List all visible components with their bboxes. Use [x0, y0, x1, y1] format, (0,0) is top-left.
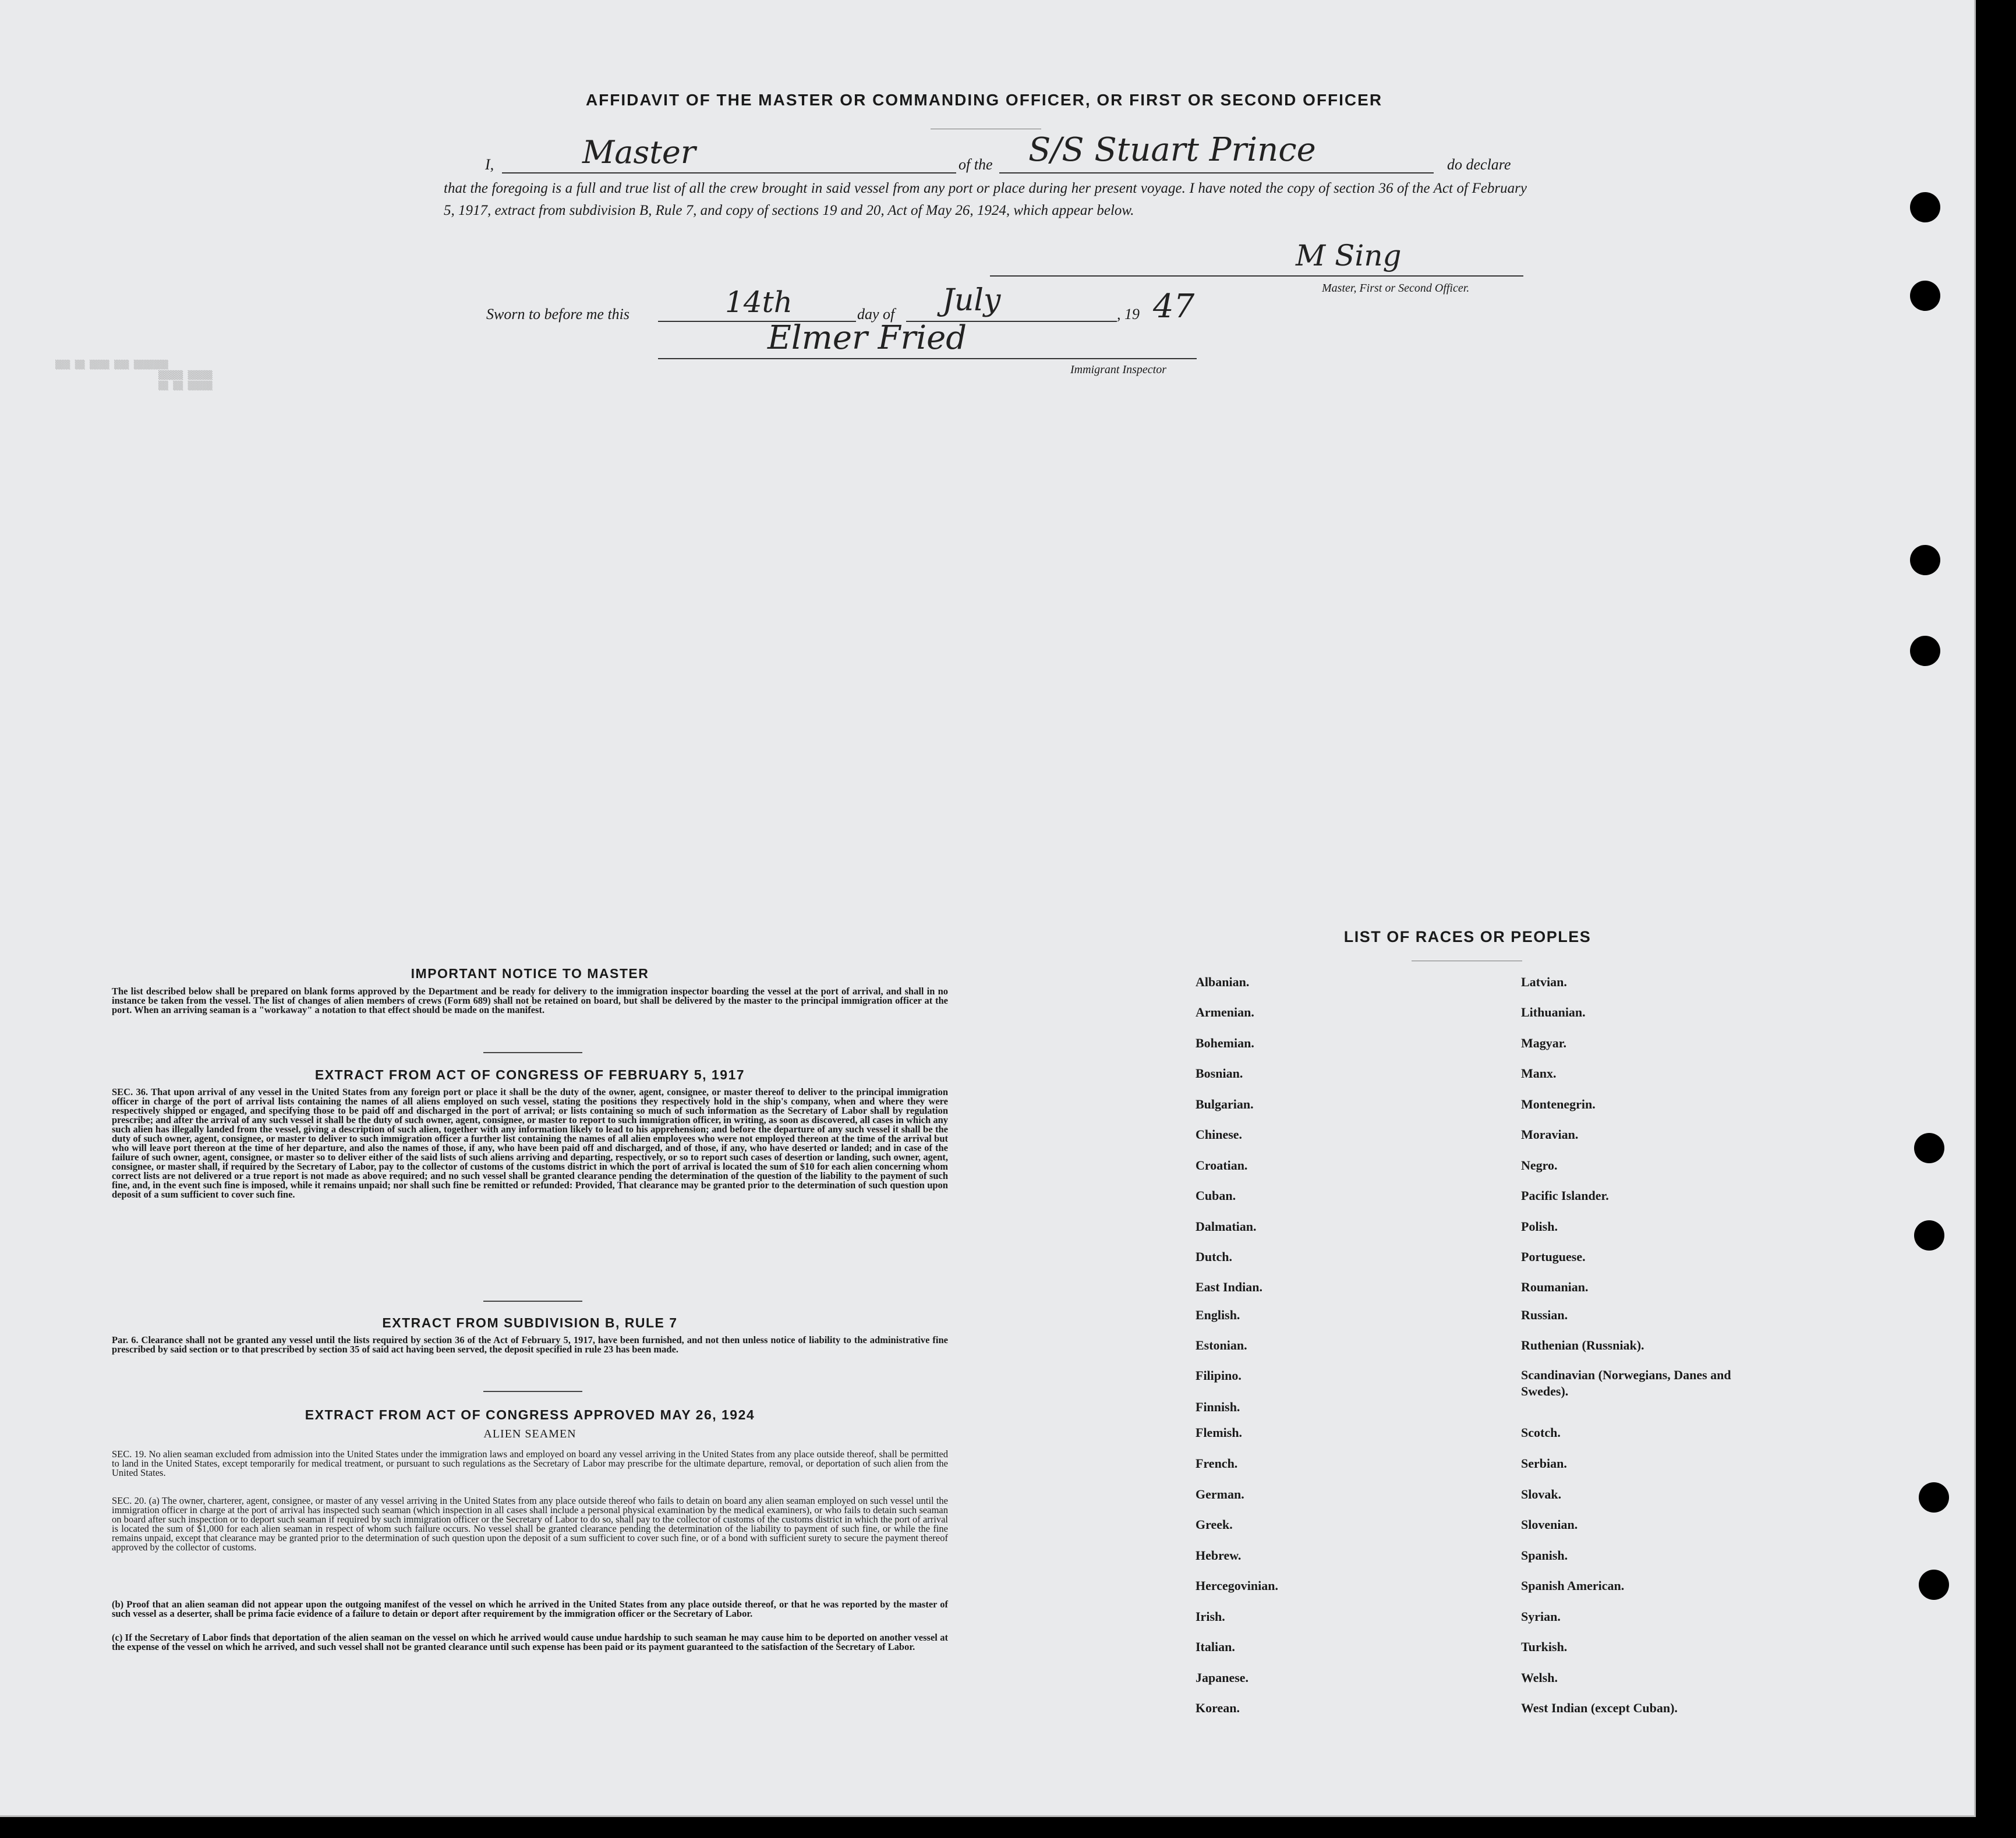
section-divider	[483, 1052, 582, 1053]
extract-1924-sec20a: SEC. 20. (a) The owner, charterer, agent, consignee, or master of any vessel arriving in the United States from any place outside thereof who fails to detain on board any alien seaman employed on such vessel until the immigration officer in charge at the port of arrival has inspected such seaman (which inspection in all cases shall include a personal physical examination by the medical examiners), or who fails to detain such seaman on board after such inspection or to deport such seaman if required by such immigration officer or the Secretary of Labor to do so, shall pay to the collector of customs of the customs district in which the port of arrival is located the sum of $1,000 for each alien seaman in respect of whom such failure occurs. No vessel shall be granted clearance pending the determination of the liability to payment of such fine, or while the fine remains unpaid, except that clearance may be granted prior to the determination of such question upon the deposit of a sum sufficient to cover such fine, or of a bond with sufficient surety to secure the payment thereof approved by the collector of customs.	[112, 1495, 948, 1553]
race-item: Ruthenian (Russniak).	[1521, 1338, 1644, 1352]
officer-signature-handwritten: M Sing	[1296, 239, 1402, 272]
race-item: Italian.	[1196, 1639, 1235, 1654]
race-item: Roumanian.	[1521, 1280, 1589, 1294]
inspector-caption: Immigrant Inspector	[1070, 363, 1166, 376]
extract-rule7-text: Par. 6. Clearance shall not be granted any vessel until the lists required by section 36 of the Act of February 5, 1917, have been furnished, and not then unless notice of liability to the administrative fine prescribed by said section or to that prescribed by section 35 of said act having been served, the deposit specified in rule 23 has been made.	[112, 1334, 948, 1355]
year-handwritten: 47	[1153, 288, 1195, 325]
race-item: Scandinavian (Norwegians, Danes and Swedes).	[1521, 1368, 1731, 1398]
day-handwritten: 14th	[725, 285, 793, 319]
day-of-label: day of	[857, 306, 895, 323]
punch-hole-icon	[1914, 1220, 1944, 1251]
race-item: West Indian (except Cuban).	[1521, 1701, 1678, 1715]
race-item: Slovenian.	[1521, 1517, 1578, 1532]
race-item: German.	[1196, 1487, 1244, 1501]
race-item: Dalmatian.	[1196, 1219, 1257, 1234]
race-item: Japanese.	[1196, 1670, 1249, 1685]
race-item: Russian.	[1521, 1308, 1568, 1322]
race-item: Spanish.	[1521, 1548, 1568, 1563]
notice-title: IMPORTANT NOTICE TO MASTER	[411, 966, 649, 981]
race-item: Greek.	[1196, 1517, 1233, 1532]
race-item: Cuban.	[1196, 1188, 1236, 1203]
race-item: French.	[1196, 1456, 1238, 1471]
race-item: Polish.	[1521, 1219, 1558, 1234]
vessel-handwritten: S/S Stuart Prince	[1028, 131, 1316, 169]
faint-stamp-mark: ▒▒▒ ▒▒ ▒▒▒▒ ▒▒▒ ▒▒▒▒▒▒▒ ▒▒▒▒▒ ▒▒▒▒▒ ▒▒ ▒▒ ▒▒▒▒▒	[55, 360, 213, 391]
punch-hole-icon	[1919, 1570, 1949, 1600]
of-the-label: of the	[959, 156, 993, 173]
month-handwritten: July	[942, 283, 1001, 318]
extract-1917-text: SEC. 36. That upon arrival of any vessel in the United States from any foreign port or place it shall be the duty of the owner, agent, consignee, or master thereof to deliver to the principal immigration officer in charge of the port of arrival lists containing the names of all aliens employed on such vessel, stating the positions they respectively hold in the ship's company, when and where they were respectively shipped or engaged, and specifying those to be paid off and discharged in the port of arrival; or lists containing so much of such information as the Secretary of Labor shall by regulation prescribe; and after the arrival of any such vessel it shall be the duty of such owner, agent, consignee, or master to report to such immigration officer, in writing, as soon as discovered, all cases in which any such alien has illegally landed from the vessel, giving a description of such alien, together with any information likely to lead to his apprehension; and before the departure of any such vessel it shall be the duty of such owner, agent, consignee, or master to deliver to such immigration officer a further list containing the names of all alien employees who were not employed thereon at the time of the arrival but who will leave port thereon at the time of her departure, and also the names of those, if any, who have been paid off and discharged, and of those, if any, who have deserted or landed; and in case of the failure of such owner, agent, consignee, or master so to deliver either of the said lists of such aliens arriving and departing, respectively, or so to report such cases of desertion or landing, such owner, agent, consignee, or master shall, if required by the Secretary of Labor, pay to the collector of customs of the customs district in which the port of arrival is located the sum of $10 for each alien concerning whom correct lists are not delivered or a true report is not made as above required; and no such vessel shall be granted clearance pending the determination of the question of the liability to the payment of such fine, and, in the event such fine is imposed, while it remains unpaid; nor shall such fine be remitted or refunded: Provided, That clearance may be granted prior to the determination of such question upon deposit of a sum sufficient to cover such fine.	[112, 1086, 948, 1200]
race-item: Moravian.	[1521, 1127, 1579, 1142]
punch-hole-icon	[1910, 192, 1940, 222]
extract-1924-sec20c: (c) If the Secretary of Labor finds that deportation of the alien seaman on the vessel on which he arrived would cause undue hardship to such seaman he may cause him to be deported on another vessel at the expense of the vessel on which he arrived, and such vessel shall not be granted clearance until such expense has been paid or its payment guaranteed to the satisfaction of the Secretary of Labor.	[112, 1632, 948, 1652]
race-item: Flemish.	[1196, 1425, 1243, 1440]
race-item: Bosnian.	[1196, 1066, 1243, 1081]
notice-text: The list described below shall be prepared on blank forms approved by the Department and be ready for delivery to the immigration inspector boarding the vessel at the port of arrival, and shall in no instance be taken from the vessel. The list of changes of alien members of crews (Form 689) shall not be retained on board, but shall be delivered by the master to the principal immigration officer at the port. When an arriving seaman is a "workaway" a notation to that effect should be made on the manifest.	[112, 986, 948, 1015]
race-item: Lithuanian.	[1521, 1005, 1586, 1019]
inspector-signature-line	[658, 358, 1197, 359]
extract-1917-title: EXTRACT FROM ACT OF CONGRESS OF FEBRUARY 5, 1917	[314, 1067, 745, 1082]
rank-fill-line	[502, 172, 956, 173]
race-item: Irish.	[1196, 1609, 1225, 1624]
race-item: Latvian.	[1521, 975, 1567, 989]
affidavit-paragraph: that the foregoing is a full and true list of all the crew brought in said vessel from any port or place during her present voyage. I have noted the copy of section 36 of the Act of February 5, 1917, extract from subdivision B, Rule 7, and copy of sections 19 and 20, Act of May 26, 1924, which appear below.	[444, 180, 1527, 218]
race-item: Filipino.	[1196, 1368, 1242, 1383]
race-item: Chinese.	[1196, 1127, 1243, 1142]
race-item: Magyar.	[1521, 1036, 1567, 1050]
affidavit-title: AFFIDAVIT OF THE MASTER OR COMMANDING OFFICER, OR FIRST OR SECOND OFFICER	[585, 91, 1383, 109]
race-item: Pacific Islander.	[1521, 1188, 1609, 1203]
vessel-fill-line	[999, 172, 1434, 173]
races-title: LIST OF RACES OR PEOPLES	[1343, 928, 1591, 945]
race-item: Portuguese.	[1521, 1249, 1586, 1264]
extract-1924-title: EXTRACT FROM ACT OF CONGRESS APPROVED MAY 26, 1924	[305, 1407, 755, 1422]
race-item: Hebrew.	[1196, 1548, 1242, 1563]
section-divider	[483, 1301, 582, 1302]
year-printed: , 19	[1117, 306, 1140, 323]
race-item: Manx.	[1521, 1066, 1557, 1081]
race-item: Scotch.	[1521, 1425, 1561, 1440]
race-item: Slovak.	[1521, 1487, 1562, 1501]
punch-hole-icon	[1919, 1482, 1949, 1513]
race-item: East Indian.	[1196, 1280, 1262, 1294]
race-item: Negro.	[1521, 1158, 1558, 1173]
race-item: Montenegrin.	[1521, 1097, 1596, 1111]
race-item: Hercegovinian.	[1196, 1578, 1278, 1593]
extract-1924-sec20b: (b) Proof that an alien seaman did not appear upon the outgoing manifest of the vessel on which he arrived in the United States from any place outside thereof, or that he was reported by the master of such vessel as a deserter, shall be prima facie evidence of a failure to detain or deport after requirement by the immigration officer or the Secretary of Labor.	[112, 1599, 948, 1619]
race-item: Croatian.	[1196, 1158, 1248, 1173]
officer-signature-line	[990, 275, 1523, 277]
race-item: English.	[1196, 1308, 1240, 1322]
extract-1924-sec19: SEC. 19. No alien seaman excluded from admission into the United States under the immigration laws and employed on board any vessel arriving in the United States from any place outside thereof, shall be permitted to land in the United States, except temporarily for medical treatment, or pursuant to such regulations as the Secretary of Labor may prescribe for the ultimate departure, removal, or deportation of such alien from the United States.	[112, 1449, 948, 1478]
race-item: Estonian.	[1196, 1338, 1247, 1352]
punch-hole-icon	[1910, 545, 1940, 575]
race-item: Syrian.	[1521, 1609, 1561, 1624]
race-item: Spanish American.	[1521, 1578, 1625, 1593]
i-label: I,	[485, 156, 494, 173]
race-item: Finnish.	[1196, 1400, 1240, 1414]
extract-1924-subtitle: ALIEN SEAMEN	[483, 1428, 576, 1440]
extract-rule7-title: EXTRACT FROM SUBDIVISION B, RULE 7	[382, 1315, 678, 1330]
do-declare-label: do declare	[1447, 156, 1511, 173]
inspector-signature-handwritten: Elmer Fried	[768, 319, 967, 357]
sworn-label: Sworn to before me this	[486, 306, 630, 323]
race-item: Welsh.	[1521, 1670, 1558, 1685]
race-item: Turkish.	[1521, 1639, 1568, 1654]
rank-handwritten: Master	[582, 134, 696, 171]
section-divider	[483, 1391, 582, 1392]
race-item: Albanian.	[1196, 975, 1250, 989]
race-item: Dutch.	[1196, 1249, 1232, 1264]
race-item: Bohemian.	[1196, 1036, 1254, 1050]
race-item: Serbian.	[1521, 1456, 1567, 1471]
punch-hole-icon	[1910, 281, 1940, 311]
punch-hole-icon	[1910, 636, 1940, 666]
race-item: Bulgarian.	[1196, 1097, 1254, 1111]
race-item: Korean.	[1196, 1701, 1240, 1715]
race-item: Armenian.	[1196, 1005, 1254, 1019]
officer-signature-caption: Master, First or Second Officer.	[1322, 282, 1470, 295]
punch-hole-icon	[1914, 1133, 1944, 1163]
